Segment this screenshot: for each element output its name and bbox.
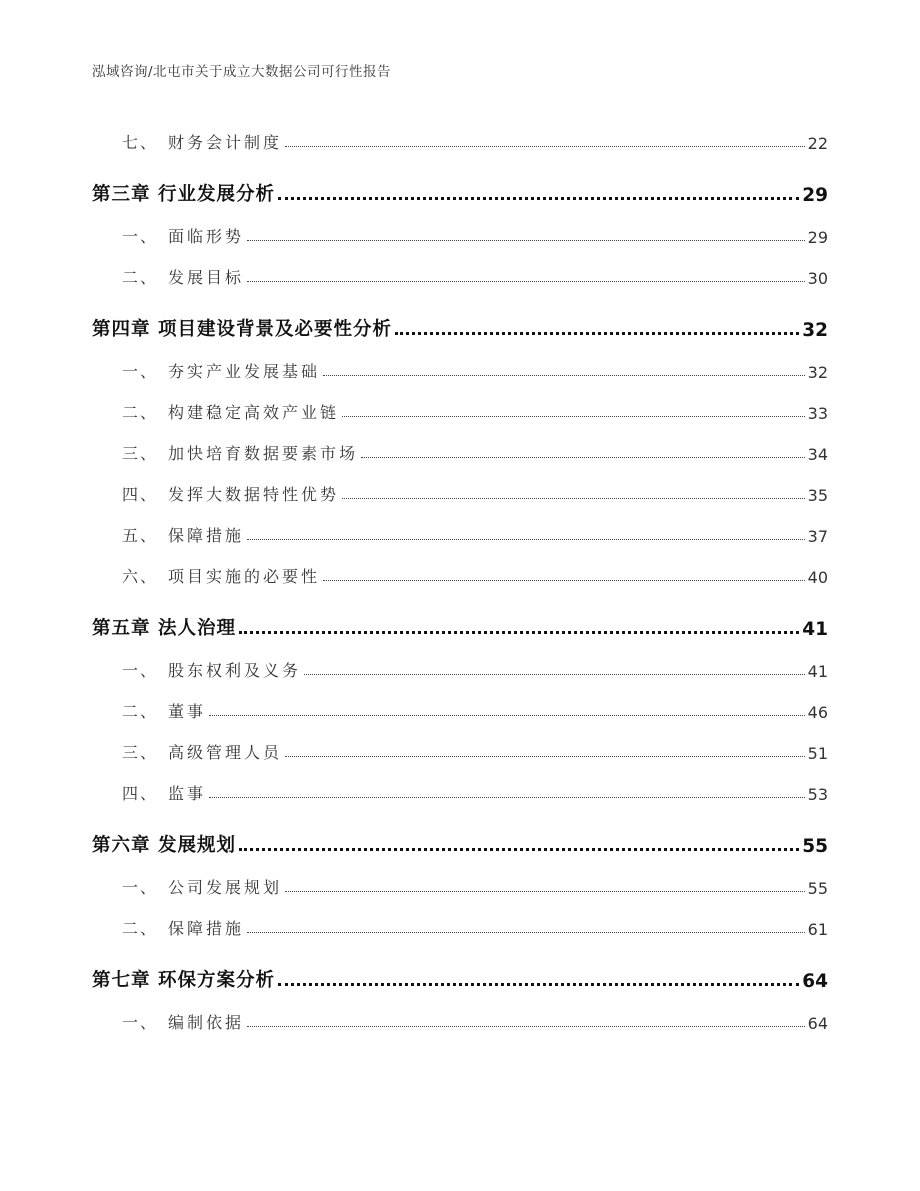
toc-page-number: 32 [802, 320, 828, 341]
toc-entry-title: 第六章 发展规划 [92, 835, 236, 856]
dot-leader [304, 674, 805, 675]
dot-leader [247, 539, 805, 540]
toc-entry-title: 股东权利及义务 [168, 661, 302, 680]
toc-entry-title: 监事 [168, 784, 207, 803]
toc-section-entry[interactable] [92, 341, 828, 382]
toc-page-number: 55 [802, 836, 828, 857]
running-header: 泓域咨询/北屯市关于成立大数据公司可行性报告 [92, 64, 392, 80]
toc-section-entry[interactable] [92, 464, 828, 505]
toc-section-entry[interactable] [92, 857, 828, 898]
table-of-contents [92, 112, 828, 1033]
toc-entry-title: 构建稳定高效产业链 [168, 403, 340, 422]
toc-entry-number: 四、 [122, 784, 159, 803]
toc-entry-number: 一、 [122, 878, 159, 897]
toc-entry-number: 一、 [122, 362, 159, 381]
toc-entry-title: 第四章 项目建设背景及必要性分析 [92, 319, 392, 340]
toc-entry-title: 第五章 法人治理 [92, 618, 236, 639]
dot-leader [278, 983, 799, 986]
toc-entry-title: 保障措施 [168, 919, 245, 938]
toc-entry-number: 二、 [122, 919, 159, 938]
dot-leader [239, 631, 799, 634]
toc-entry-number: 三、 [122, 444, 159, 463]
dot-leader [342, 498, 805, 499]
toc-section-entry[interactable] [92, 640, 828, 681]
toc-entry-number: 六、 [122, 567, 159, 586]
toc-section-entry[interactable] [92, 722, 828, 763]
toc-section-entry[interactable] [92, 681, 828, 722]
dot-leader [323, 375, 805, 376]
dot-leader [247, 281, 805, 282]
toc-entry-number: 二、 [122, 702, 159, 721]
toc-entry-title: 财务会计制度 [168, 133, 283, 152]
toc-page-number: 40 [807, 568, 828, 587]
toc-chapter-entry[interactable] [92, 294, 828, 341]
dot-leader [247, 932, 805, 933]
toc-entry-number: 五、 [122, 526, 159, 545]
toc-page-number: 41 [807, 662, 828, 681]
toc-page-number: 64 [802, 971, 828, 992]
dot-leader [285, 146, 805, 147]
toc-entry-title: 发展目标 [168, 268, 245, 287]
toc-entry-number: 一、 [122, 661, 159, 680]
toc-entry-number: 一、 [122, 1013, 159, 1032]
toc-chapter-entry[interactable] [92, 593, 828, 640]
dot-leader [247, 1026, 805, 1027]
toc-entry-title: 夯实产业发展基础 [168, 362, 321, 381]
toc-entry-title: 高级管理人员 [168, 743, 283, 762]
toc-section-entry[interactable] [92, 992, 828, 1033]
toc-page-number: 51 [807, 744, 828, 763]
toc-entry-title: 公司发展规划 [168, 878, 283, 897]
toc-entry-number: 七、 [122, 133, 159, 152]
toc-entry-title: 面临形势 [168, 227, 245, 246]
toc-page-number: 30 [807, 269, 828, 288]
toc-page-number: 41 [802, 619, 828, 640]
toc-entry-title: 第三章 行业发展分析 [92, 184, 275, 205]
toc-section-entry[interactable] [92, 247, 828, 288]
toc-entry-number: 三、 [122, 743, 159, 762]
toc-chapter-entry[interactable] [92, 945, 828, 992]
toc-page-number: 33 [807, 404, 828, 423]
toc-section-entry[interactable] [92, 505, 828, 546]
dot-leader [285, 756, 805, 757]
toc-entry-title: 第七章 环保方案分析 [92, 970, 275, 991]
dot-leader [239, 848, 799, 851]
toc-page-number: 29 [807, 228, 828, 247]
toc-entry-title: 编制依据 [168, 1013, 245, 1032]
toc-entry-title: 发挥大数据特性优势 [168, 485, 340, 504]
toc-entry-title: 加快培育数据要素市场 [168, 444, 359, 463]
toc-entry-title: 保障措施 [168, 526, 245, 545]
toc-section-entry[interactable] [92, 763, 828, 804]
toc-entry-number: 一、 [122, 227, 159, 246]
toc-entry-title: 董事 [168, 702, 207, 721]
toc-entry-title: 项目实施的必要性 [168, 567, 321, 586]
dot-leader [323, 580, 805, 581]
dot-leader [209, 797, 805, 798]
toc-section-entry[interactable] [92, 898, 828, 939]
toc-page-number: 55 [807, 879, 828, 898]
toc-entry-number: 四、 [122, 485, 159, 504]
dot-leader [285, 891, 805, 892]
toc-section-entry[interactable] [92, 112, 828, 153]
toc-page-number: 29 [802, 185, 828, 206]
toc-page-number: 61 [807, 920, 828, 939]
dot-leader [395, 332, 799, 335]
toc-section-entry[interactable] [92, 382, 828, 423]
toc-section-entry[interactable] [92, 423, 828, 464]
toc-entry-number: 二、 [122, 403, 159, 422]
dot-leader [342, 416, 805, 417]
toc-page-number: 35 [807, 486, 828, 505]
dot-leader [247, 240, 805, 241]
toc-page-number: 32 [807, 363, 828, 382]
toc-chapter-entry[interactable] [92, 159, 828, 206]
toc-section-entry[interactable] [92, 546, 828, 587]
toc-section-entry[interactable] [92, 206, 828, 247]
toc-page-number: 34 [807, 445, 828, 464]
toc-page-number: 64 [807, 1014, 828, 1033]
toc-chapter-entry[interactable] [92, 810, 828, 857]
dot-leader [209, 715, 805, 716]
dot-leader [361, 457, 805, 458]
toc-page-number: 37 [807, 527, 828, 546]
toc-page-number: 46 [807, 703, 828, 722]
toc-entry-number: 二、 [122, 268, 159, 287]
toc-page-number: 53 [807, 785, 828, 804]
toc-page-number: 22 [807, 134, 828, 153]
dot-leader [278, 197, 799, 200]
